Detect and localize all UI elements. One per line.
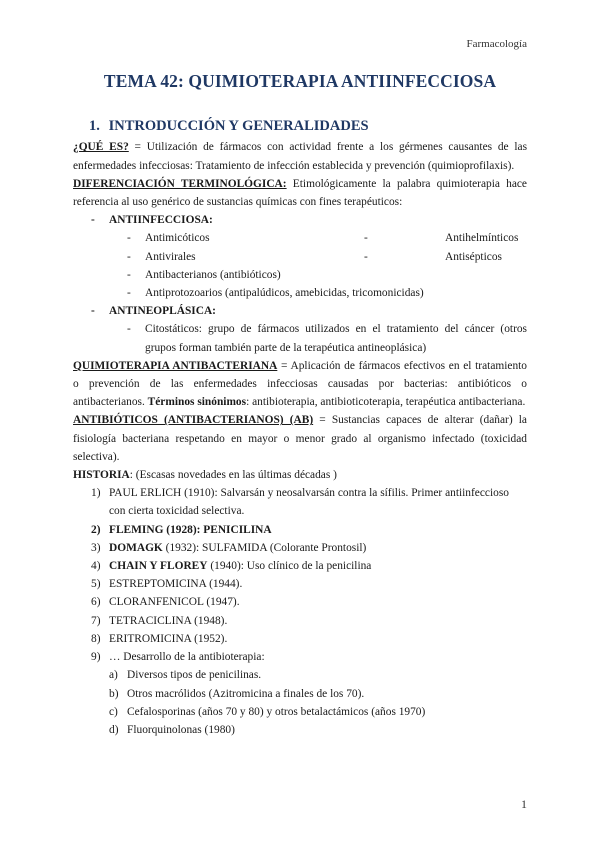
list-marker: a) xyxy=(109,669,118,682)
list-item-text: Cefalosporinas (años 70 y 80) y otros betalactámicos (años 1970) xyxy=(127,705,426,718)
page-header: Farmacología xyxy=(466,38,527,50)
antibioticos-paragraph xyxy=(73,411,527,466)
paragraph-text: : antibioterapia, antibioticoterapia, terapéutica antibacteriana. xyxy=(246,396,526,409)
paragraph-text: = Aplicación de fármacos efectivos en el tratamiento o prevención de las enfermedades infecciosas causadas por bacterias: antibióticos o antibacterianos. xyxy=(73,359,528,409)
dash-marker: - xyxy=(91,305,95,318)
historia-note: : (Escasas novedades en las últimas décadas ) xyxy=(129,469,337,482)
list-item-text: Antiprotozoarios (antipalúdicos, amebicidas, tricomonicidas) xyxy=(145,287,424,300)
antineoplasica-list xyxy=(73,302,527,320)
list-item-text: Antihelmínticos xyxy=(445,232,519,245)
list-item-text: ESTREPTOMICINA (1944). xyxy=(109,578,243,591)
quimioterapia-antibacteriana-term: QUIMIOTERAPIA ANTIBACTERIANA xyxy=(73,359,278,372)
historia-list xyxy=(73,484,527,666)
list-item-text: PAUL ERLICH (1910): Salvarsán y neosalvarsán contra la sífilis. Primer antiinfeccioso con cierta toxicidad selectiva. xyxy=(109,487,509,518)
list-item-text: Otros macrólidos (Azitromicina a finales de los 70). xyxy=(127,687,365,700)
list-item-text: … Desarrollo de la antibioterapia: xyxy=(109,651,265,664)
list-marker: d) xyxy=(109,723,119,736)
dash-marker: - xyxy=(364,232,368,245)
dash-marker: - xyxy=(127,232,131,245)
sinonimos-label: Términos sinónimos xyxy=(147,396,247,409)
que-es-text: = Utilización de fármacos con actividad frente a los gérmenes causantes de las enfermedades infecciosas: Tratamiento de infección establecida y prevención (quimioprofilaxis). xyxy=(73,141,527,172)
list-item-bold: FLEMING (1928): PENICILINA xyxy=(109,523,272,536)
list-item xyxy=(73,539,527,557)
antiinfecciosa-item xyxy=(73,211,527,229)
dash-marker: - xyxy=(127,287,131,300)
antiinfecciosa-full-list xyxy=(73,266,527,302)
list-marker: 4) xyxy=(91,560,101,573)
list-item-text: ERITROMICINA (1952). xyxy=(109,632,228,645)
list-item xyxy=(73,721,527,739)
list-item xyxy=(364,229,519,247)
page-number: 1 xyxy=(521,797,527,811)
list-item xyxy=(73,648,527,666)
antineoplasica-label: ANTINEOPLÁSICA: xyxy=(109,305,216,318)
diferenciacion-term: DIFERENCIACIÓN TERMINOLÓGICA: xyxy=(73,177,287,190)
list-item-text: Antibacterianos (antibióticos) xyxy=(145,268,281,281)
que-es-term: ¿QUÉ ES? xyxy=(73,141,129,154)
list-item-bold: DOMAGK xyxy=(109,541,163,554)
section-number: 1. xyxy=(89,118,100,135)
diferenciacion-text: Etimológicamente la palabra quimioterapia hace referencia al uso genérico de sustancias químicas con fines terapéuticos: xyxy=(73,177,527,209)
antiinfecciosa-left-column xyxy=(73,229,373,265)
list-item xyxy=(73,685,527,703)
list-item xyxy=(73,484,527,520)
quimioterapia-antibacteriana-paragraph xyxy=(73,357,527,412)
list-item xyxy=(73,229,373,247)
list-marker: 7) xyxy=(91,614,101,627)
clasificacion-list xyxy=(73,211,527,229)
list-item xyxy=(73,666,527,684)
list-marker: 5) xyxy=(91,578,101,591)
list-item xyxy=(73,575,527,593)
antibioterapia-sub-list xyxy=(73,666,527,739)
document-body xyxy=(73,72,527,739)
antineoplasica-sub-list xyxy=(73,320,527,356)
list-marker: 3) xyxy=(91,541,101,554)
section-title-text: INTRODUCCIÓN Y GENERALIDADES xyxy=(108,118,369,135)
historia-heading xyxy=(73,466,527,484)
list-item xyxy=(73,612,527,630)
list-marker: 8) xyxy=(91,632,101,645)
list-item xyxy=(73,320,527,356)
list-item xyxy=(73,630,527,648)
document-title: TEMA 42: QUIMIOTERAPIA ANTIINFECCIOSA xyxy=(103,71,497,91)
list-item-text: Fluorquinolonas (1980) xyxy=(127,723,235,736)
que-es-paragraph xyxy=(73,138,527,174)
paragraph-text: = Sustancias capaces de alterar (dañar) la fisiología bacteriana respetando en mayor o menor grado al organismo infectado (toxicidad selectiva). xyxy=(73,414,527,463)
list-item xyxy=(73,248,373,266)
list-item-text: TETRACICLINA (1948). xyxy=(109,614,228,627)
list-item-text: (1932): SULFAMIDA (Colorante Prontosil) xyxy=(162,541,367,554)
list-marker: 9) xyxy=(91,651,101,664)
list-item-text: Antivirales xyxy=(145,250,196,263)
dash-marker: - xyxy=(364,250,368,263)
antiinfecciosa-two-columns xyxy=(73,229,527,265)
dash-marker: - xyxy=(127,250,131,263)
list-item xyxy=(73,557,527,575)
antiinfecciosa-label: ANTIINFECCIOSA: xyxy=(109,214,213,227)
antibioticos-term: ANTIBIÓTICOS (ANTIBACTERIANOS) (AB) xyxy=(73,414,314,427)
list-marker: 6) xyxy=(91,596,101,609)
list-item-text: (1940): Uso clínico de la penicilina xyxy=(207,560,372,573)
antiinfecciosa-right-column xyxy=(364,229,519,265)
list-item-text: CLORANFENICOL (1947). xyxy=(109,596,240,609)
dash-marker: - xyxy=(127,268,131,281)
antineoplasica-item xyxy=(73,302,527,320)
list-item xyxy=(73,593,527,611)
list-item xyxy=(364,248,518,266)
list-item-text: Citostáticos: grupo de fármacos utilizados en el tratamiento del cáncer (otros grupos forman también parte de la terapéutica antineoplásica) xyxy=(145,323,527,354)
dash-marker: - xyxy=(91,214,95,227)
list-item-text: Diversos tipos de penicilinas. xyxy=(127,669,262,682)
list-marker: 1) xyxy=(91,487,101,500)
list-item xyxy=(73,703,527,721)
list-item xyxy=(73,266,527,284)
list-item-text: Antisépticos xyxy=(445,250,502,263)
list-marker: b) xyxy=(109,687,119,700)
list-item-bold: CHAIN Y FLOREY xyxy=(109,560,208,573)
list-marker: c) xyxy=(109,705,118,718)
list-item xyxy=(73,284,527,302)
section-heading xyxy=(73,117,527,135)
diferenciacion-paragraph xyxy=(73,175,527,211)
list-item xyxy=(73,521,527,539)
dash-marker: - xyxy=(127,323,131,336)
list-item-text: Antimicóticos xyxy=(145,232,210,245)
list-marker: 2) xyxy=(91,523,101,536)
historia-label: HISTORIA xyxy=(73,469,130,482)
